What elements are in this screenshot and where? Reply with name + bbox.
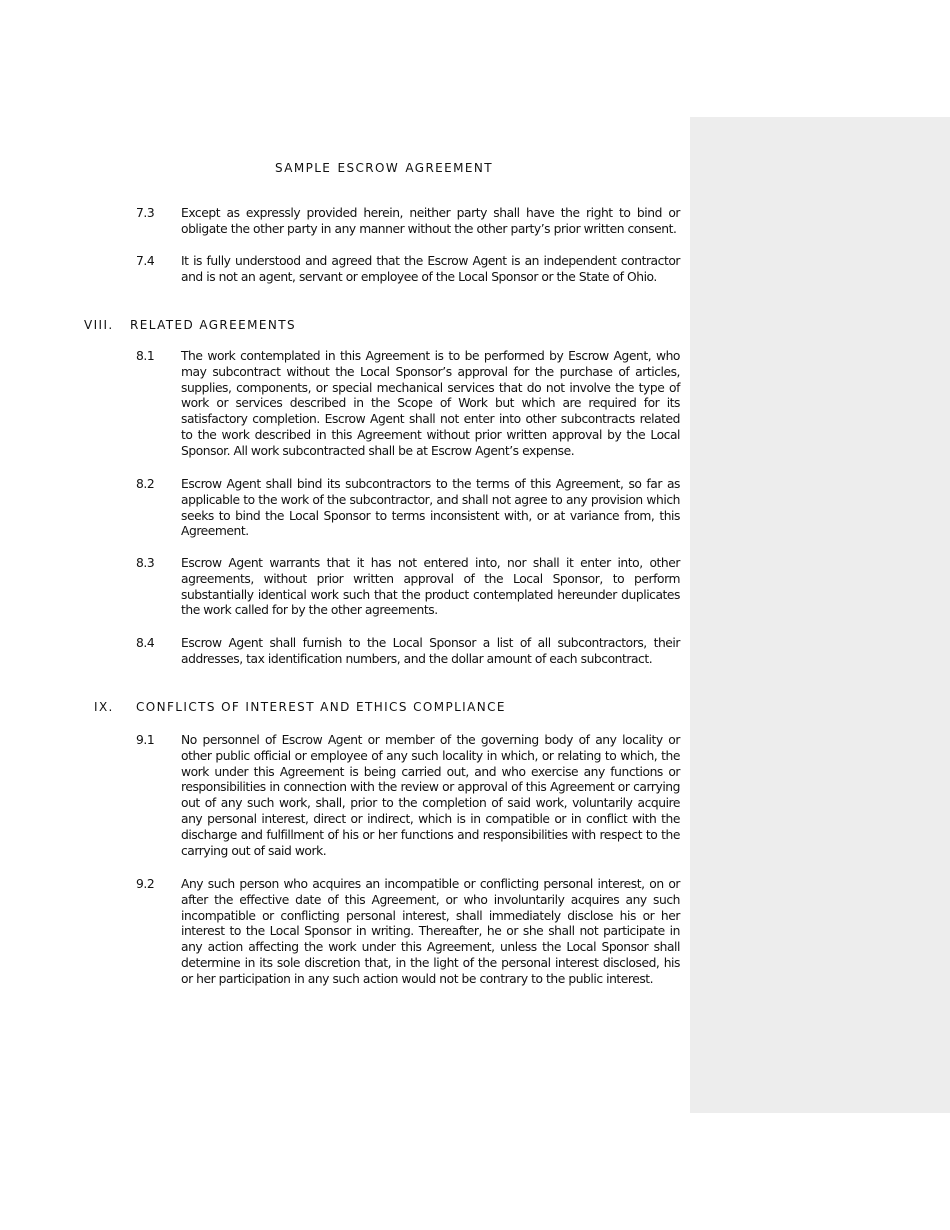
paragraph-9-1 — [136, 733, 680, 859]
paragraph-text: It is fully understood and agreed that the Escrow Agent is an independent contractor and is not an agent, servant or employee of the Local Sponsor or the State of Ohio. — [181, 254, 680, 284]
section-title: RELATED AGREEMENTS — [130, 318, 296, 332]
paragraph-text: Escrow Agent shall bind its subcontractors to the terms of this Agreement, so far as applicable to the work of the subcontractor, and shall not agree to any provision which seeks to bind the Local Sponsor to terms inconsistent with, or at variance from, this Agreement. — [181, 477, 680, 539]
paragraph-number: 8.4 — [136, 636, 155, 650]
paragraph-text: Any such person who acquires an incompatible or conflicting personal interest, on or after the effective date of this Agreement, or who involuntarily acquires any such incompatible or conflicting personal interest, shall immediately disclose his or her interest to the Local Sponsor in writing. Thereafter, he or she shall not participate in any action affecting the work under this Agreement, unless the Local Sponsor shall determine in its sole discretion that, in the light of the personal interest disclosed, his or her participation in any such action would not be contrary to the public interest. — [181, 877, 680, 986]
paragraph-text: No personnel of Escrow Agent or member of the governing body of any locality or other public official or employee of any such locality in which, or relating to which, the work under this Agreement is being carried out, and who exercise any functions or responsibilities in connection with the review or approval of this Agreement or carrying out of any such work, shall, prior to the completion of said work, voluntarily acquire any personal interest, direct or indirect, which is in compatible or in conflict with the discharge and fulfillment of his or her functions and responsibilities with respect to the carrying out of said work. — [181, 733, 680, 858]
paragraph-8-1 — [136, 349, 680, 460]
section-title: CONFLICTS OF INTEREST AND ETHICS COMPLIANCE — [136, 700, 506, 714]
paragraph-8-4 — [136, 636, 680, 668]
paragraph-number: 8.1 — [136, 349, 155, 363]
paragraph-text: Except as expressly provided herein, neither party shall have the right to bind or obligate the other party in any manner without the other party’s prior written consent. — [181, 206, 680, 236]
section-numeral: IX. — [94, 700, 114, 714]
paragraph-text: Escrow Agent shall furnish to the Local Sponsor a list of all subcontractors, their addresses, tax identification numbers, and the dollar amount of each subcontract. — [181, 636, 680, 666]
paragraph-7-4 — [136, 254, 680, 286]
paragraph-text: The work contemplated in this Agreement is to be performed by Escrow Agent, who may subcontract without the Local Sponsor’s approval for the purchase of articles, supplies, components, or special mechanical services that do not involve the type of work or services described in the Scope of Work but which are required for its satisfactory completion. Escrow Agent shall not enter into other subcontracts related to the work described in this Agreement without prior written approval by the Local Sponsor. All work subcontracted shall be at Escrow Agent’s expense. — [181, 349, 680, 458]
paragraph-number: 9.2 — [136, 877, 155, 891]
paragraph-number: 9.1 — [136, 733, 155, 747]
paragraph-9-2 — [136, 877, 680, 988]
section-numeral: VIII. — [84, 318, 114, 332]
comment-pane — [690, 117, 950, 1113]
paragraph-text: Escrow Agent warrants that it has not entered into, nor shall it enter into, other agreements, without prior written approval of the Local Sponsor, to perform substantially identical work such that the product contemplated hereunder duplicates the work called for by the other agreements. — [181, 556, 680, 618]
paragraph-number: 8.3 — [136, 556, 155, 570]
paragraph-8-3 — [136, 556, 680, 619]
paragraph-number: 7.4 — [136, 254, 155, 268]
paragraph-number: 8.2 — [136, 477, 155, 491]
paragraph-number: 7.3 — [136, 206, 155, 220]
document-title: SAMPLE ESCROW AGREEMENT — [274, 161, 493, 175]
paragraph-8-2 — [136, 477, 680, 540]
paragraph-7-3 — [136, 206, 680, 238]
